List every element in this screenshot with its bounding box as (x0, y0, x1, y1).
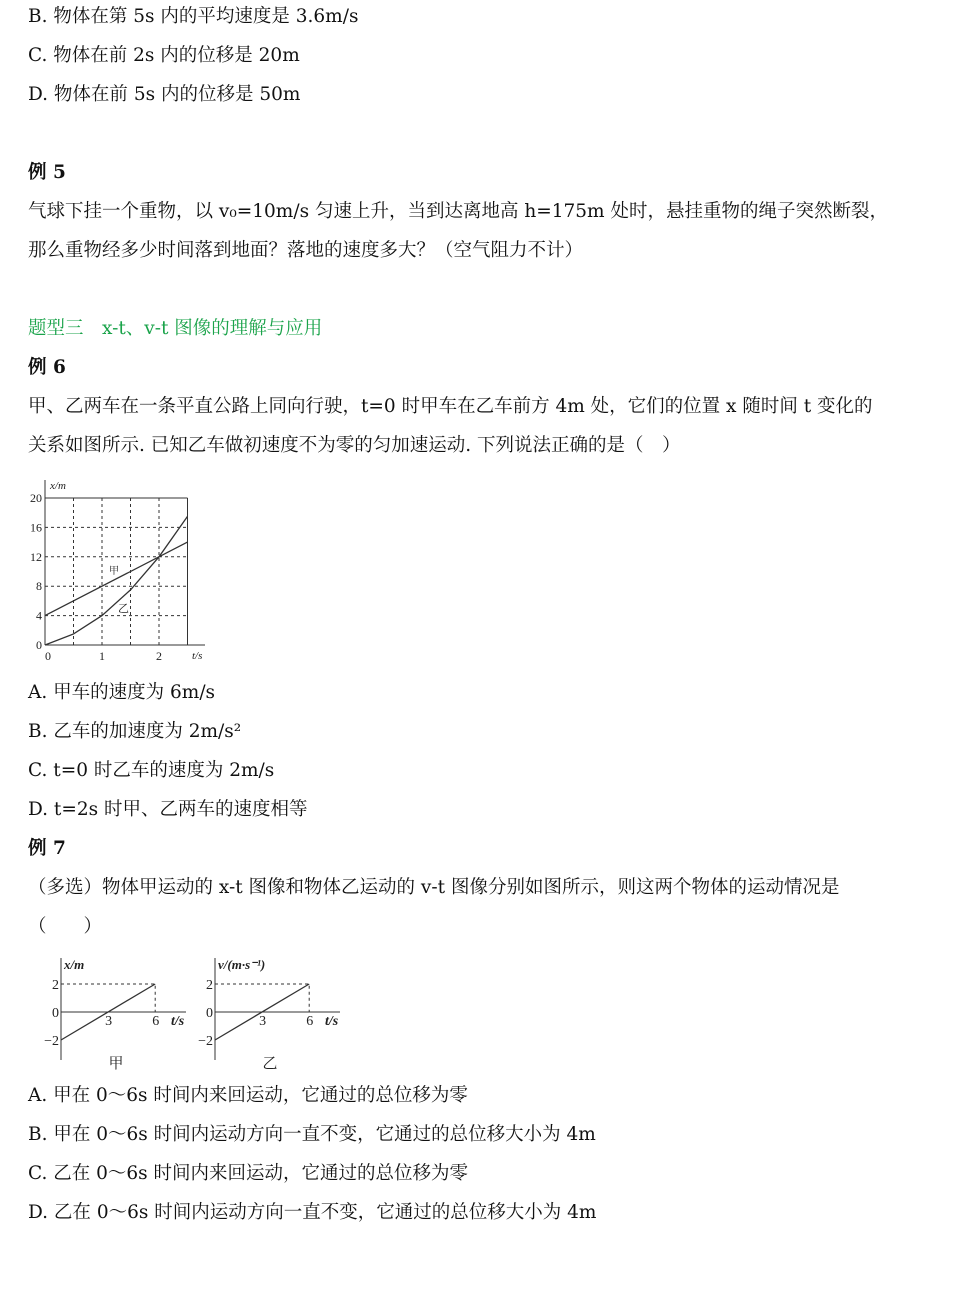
guide-line (61, 984, 155, 1012)
x-axis-label: t/s (192, 650, 203, 662)
option-a: A. 甲车的速度为 6m/s (28, 682, 216, 703)
series-label: 甲 (109, 566, 119, 577)
y-tick-label: 12 (30, 549, 42, 564)
example-5-heading: 例 5 (28, 162, 66, 183)
example-6-text: 甲、乙两车在一条平直公路上同向行驶，t=0 时甲车在乙车前方 4m 处，它们的位置 x 随时间 t 变化的 (28, 396, 873, 417)
y-tick-label: 2 (206, 978, 213, 993)
option-a: A. 甲在 0～6s 时间内来回运动，它通过的总位移为零 (28, 1085, 468, 1106)
y-tick-label: 0 (206, 1006, 213, 1021)
example-6-heading: 例 6 (28, 357, 66, 378)
option-b: B. 甲在 0～6s 时间内运动方向一直不变，它通过的总位移大小为 4m (28, 1124, 596, 1145)
x-tick-label: 6 (152, 1014, 160, 1029)
example-5-text-2: 那么重物经多少时间落到地面？落地的速度多大？（空气阻力不计） (28, 240, 584, 261)
y-tick-label: 0 (52, 1006, 59, 1021)
chart-caption: 乙 (262, 1056, 278, 1072)
guide-line (215, 984, 309, 1012)
x-tick-label: 0 (45, 649, 51, 663)
y-tick-label: 0 (36, 638, 42, 652)
example-5-text: 气球下挂一个重物，以 v₀=10m/s 匀速上升，当到达离地高 h=175m 处时，悬挂重物的绳子突然断裂， (28, 201, 888, 222)
option-c: C. 物体在前 2s 内的位移是 20m (28, 45, 300, 66)
series-label: 乙 (118, 603, 129, 615)
option-d: D. 乙在 0～6s 时间内运动方向一直不变，它通过的总位移大小为 4m (28, 1202, 597, 1223)
y-axis-label: x/m (50, 480, 66, 492)
x-tick-label: 2 (156, 649, 162, 663)
option-b: B. 物体在第 5s 内的平均速度是 3.6m/s (28, 6, 359, 27)
option-b: B. 乙车的加速度为 2m/s² (28, 721, 242, 742)
x-tick-label: 3 (105, 1014, 113, 1029)
example-7-paren: （ ） (28, 916, 103, 937)
option-d: D. 物体在前 5s 内的位移是 50m (28, 84, 301, 105)
chart-caption: 甲 (108, 1056, 124, 1072)
y-tick-label: −2 (198, 1034, 213, 1049)
y-tick-label: 16 (30, 520, 42, 535)
x-tick-label: 1 (99, 649, 105, 663)
example-7-heading: 例 7 (28, 838, 66, 859)
x-tick-label: 6 (306, 1014, 314, 1029)
y-tick-label: 2 (52, 978, 59, 993)
y-tick-label: 20 (30, 491, 42, 505)
y-tick-label: −2 (44, 1034, 59, 1049)
x-axis-label: t/s (325, 1014, 339, 1029)
option-d: D. t=2s 时甲、乙两车的速度相等 (28, 799, 308, 820)
x-axis-label: t/s (171, 1014, 185, 1029)
y-axis-label: x/m (64, 957, 85, 972)
series-line-乙 (45, 516, 188, 645)
section-heading: 题型三 x-t、v-t 图像的理解与应用 (28, 318, 323, 339)
x-tick-label: 3 (259, 1014, 267, 1029)
option-c: C. 乙在 0～6s 时间内来回运动，它通过的总位移为零 (28, 1163, 469, 1184)
series-line-甲 (45, 542, 188, 616)
example-6-text-2: 关系如图所示. 已知乙车做初速度不为零的匀加速运动. 下列说法正确的是（ ） (28, 435, 681, 456)
option-c: C. t=0 时乙车的速度为 2m/s (28, 760, 275, 781)
y-tick-label: 4 (36, 608, 42, 623)
y-tick-label: 8 (36, 579, 42, 594)
y-axis-label: v/(m·s⁻¹) (218, 957, 266, 972)
example-7-text: （多选）物体甲运动的 x-t 图像和物体乙运动的 v-t 图像分别如图所示，则这两个物体的运动情况是 (28, 877, 840, 898)
